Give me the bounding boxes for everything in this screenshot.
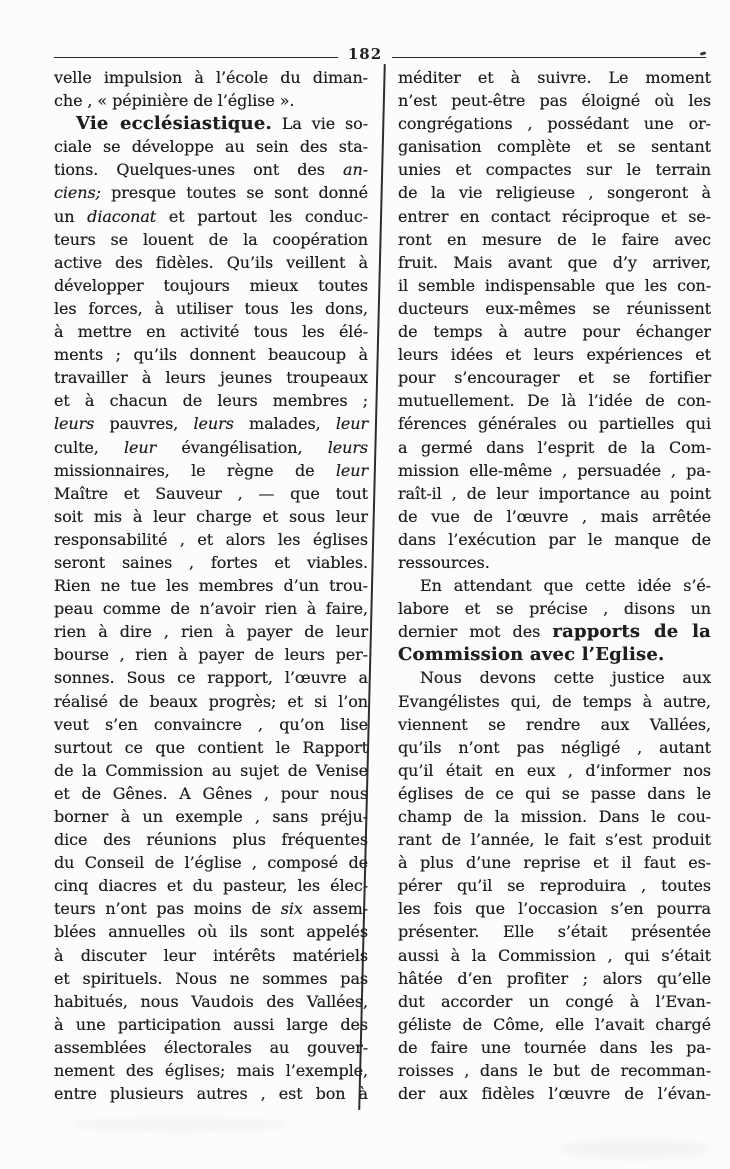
- text-line: [398, 89, 711, 112]
- text-segment: ganisation complète et se sentant: [398, 137, 711, 157]
- text-segment: responsabilité , et alors les églises: [54, 529, 368, 549]
- text-segment: à discuter leur intérêts matériels: [54, 945, 368, 965]
- text-segment: hâtée d’en profiter ; alors qu’elle: [398, 968, 711, 988]
- text-segment: der aux fidèles l’œuvre de l’évan-: [398, 1084, 711, 1104]
- text-line: [54, 112, 368, 135]
- text-line: [54, 158, 368, 181]
- text-line: [398, 551, 711, 574]
- text-segment: unies et compactes sur le terrain: [398, 160, 711, 180]
- text-segment: surtout ce que contient le Rapport: [54, 737, 368, 757]
- text-line: [398, 782, 711, 805]
- text-segment: ciens;: [54, 183, 101, 203]
- text-line: [398, 389, 711, 412]
- text-segment: ducteurs eux-mêmes se réunissent: [398, 298, 711, 318]
- text-segment: mutuellement. De là l’idée de con-: [398, 391, 711, 411]
- text-segment: géliste de Côme, elle l’avait chargé: [398, 1014, 711, 1034]
- text-line: [398, 690, 711, 713]
- text-segment: ments ; qu’ils donnent beaucoup à: [54, 345, 368, 365]
- text-segment: viennent se rendre aux Vallées,: [398, 714, 711, 734]
- text-segment: teurs se louent de la coopération: [54, 229, 368, 249]
- text-segment: pauvres,: [94, 414, 194, 434]
- text-segment: veut s’en convaincre , qu’on lise: [54, 714, 368, 734]
- text-line: [398, 343, 711, 366]
- text-line: [54, 1082, 368, 1105]
- text-line: [398, 320, 711, 343]
- text-segment: sonnes. Sous ce rapport, l’œuvre a: [54, 668, 368, 688]
- text-line: [54, 736, 368, 759]
- text-line: [54, 251, 368, 274]
- text-segment: che , « pépinière de l’église ».: [54, 91, 295, 111]
- text-line: [398, 759, 711, 782]
- text-column-right: [398, 66, 711, 1105]
- text-line: [54, 205, 368, 228]
- text-segment: les fois que l’occasion s’en pourra: [398, 899, 711, 919]
- text-segment: leurs idées et leurs expériences et: [398, 345, 711, 365]
- text-column-left: [54, 66, 368, 1105]
- text-line: [398, 897, 711, 920]
- text-line: [54, 967, 368, 990]
- text-segment: ressources.: [398, 552, 490, 572]
- text-segment: entrer en contact réciproque et se-: [398, 206, 711, 226]
- text-line: [54, 1036, 368, 1059]
- text-segment: Commission avec l’Eglise.: [398, 644, 665, 666]
- text-line: [54, 597, 368, 620]
- text-segment: teurs n’ont pas moins de: [54, 899, 281, 919]
- text-segment: de la Commission au sujet de Venise: [54, 760, 368, 780]
- text-segment: fruit. Mais avant que d’y arriver,: [398, 252, 711, 272]
- text-line: [54, 920, 368, 943]
- text-segment: leur: [335, 460, 368, 480]
- text-segment: qu’ils n’ont pas négligé , autant: [398, 737, 711, 757]
- text-segment: un: [54, 206, 88, 226]
- text-line: [54, 389, 368, 412]
- text-line: [54, 366, 368, 389]
- text-segment: rapports de la: [552, 621, 711, 643]
- text-line: [54, 412, 368, 435]
- text-segment: ciale se développe au sein des sta-: [54, 137, 368, 157]
- text-line: [398, 574, 711, 597]
- text-segment: La vie so-: [271, 114, 368, 134]
- text-line: [398, 967, 711, 990]
- text-line: [398, 297, 711, 320]
- text-segment: pérer qu’il se reproduira , toutes: [398, 876, 711, 896]
- text-segment: et spirituels. Nous ne sommes pas: [54, 968, 368, 988]
- text-segment: culte,: [54, 437, 124, 457]
- text-segment: de faire une tournée dans les pa-: [398, 1037, 711, 1057]
- text-line: [54, 828, 368, 851]
- text-line: [398, 620, 711, 643]
- text-segment: congrégations , possédant une or-: [398, 114, 711, 134]
- text-line: [398, 1059, 711, 1082]
- text-line: [54, 620, 368, 643]
- text-segment: an-: [343, 160, 368, 180]
- text-line: [54, 782, 368, 805]
- text-line: [398, 805, 711, 828]
- text-line: [398, 851, 711, 874]
- text-segment: présenter. Elle s’était présentée: [398, 922, 711, 942]
- text-segment: et de Gênes. A Gênes , pour nous: [54, 783, 368, 803]
- scan-smudge: [560, 1140, 710, 1158]
- text-segment: malades,: [233, 414, 336, 434]
- text-segment: tions. Quelques-unes ont des: [54, 160, 344, 180]
- text-segment: assemblées électorales au gouver-: [54, 1037, 368, 1057]
- text-line: [54, 1059, 368, 1082]
- text-line: [398, 274, 711, 297]
- text-line: [54, 805, 368, 828]
- text-segment: seront saines , fortes et viables.: [54, 552, 368, 572]
- text-line: [398, 736, 711, 759]
- text-line: [54, 343, 368, 366]
- text-segment: ront en mesure de le faire avec: [398, 229, 711, 249]
- text-segment: de vue de l’œuvre , mais arrêtée: [398, 506, 711, 526]
- header-rule: [54, 57, 706, 58]
- text-line: [54, 135, 368, 158]
- text-segment: habitués, nous Vaudois des Vallées,: [54, 991, 368, 1011]
- text-line: [398, 1036, 711, 1059]
- text-line: [54, 528, 368, 551]
- text-line: [54, 89, 368, 112]
- text-line: [398, 251, 711, 274]
- text-segment: dut accorder un congé à l’Evan-: [398, 991, 711, 1011]
- text-segment: aussi à la Commission , qui s’était: [398, 945, 711, 965]
- text-line: [398, 990, 711, 1013]
- text-line: [398, 1013, 711, 1036]
- text-line: [398, 135, 711, 158]
- text-segment: leur: [335, 414, 368, 434]
- text-line: [398, 366, 711, 389]
- text-segment: labore et se précise , disons un: [398, 599, 711, 619]
- text-line: [54, 482, 368, 505]
- text-line: [54, 274, 368, 297]
- text-segment: peau comme de n’avoir rien à faire,: [54, 599, 368, 619]
- text-segment: six: [280, 899, 303, 919]
- text-segment: il semble indispensable que les con-: [398, 275, 711, 295]
- text-segment: rien à dire , rien à payer de leur: [54, 622, 368, 642]
- text-line: [398, 436, 711, 459]
- text-line: [398, 920, 711, 943]
- text-segment: qu’il était en eux , d’informer nos: [398, 760, 711, 780]
- text-segment: diaconat: [87, 206, 157, 226]
- text-line: [398, 528, 711, 551]
- text-segment: active des fidèles. Qu’ils veillent à: [54, 252, 368, 272]
- text-line: [54, 666, 368, 689]
- text-segment: leurs: [193, 414, 234, 434]
- text-segment: assem-: [302, 899, 368, 919]
- scan-speck: [700, 51, 707, 55]
- text-segment: réalisé de beaux progrès; et si l’on: [54, 691, 368, 711]
- text-line: [54, 643, 368, 666]
- text-line: [398, 597, 711, 620]
- text-line: [54, 551, 368, 574]
- text-line: [54, 713, 368, 736]
- text-line: [398, 459, 711, 482]
- text-segment: dans l’exécution par le manque de: [398, 529, 711, 549]
- text-segment: pour s’encourager et se fortifier: [398, 368, 711, 388]
- text-segment: Maître et Sauveur , — que tout: [54, 483, 368, 503]
- text-line: [398, 158, 711, 181]
- text-segment: bourse , rien à payer de leurs per-: [54, 645, 368, 665]
- text-segment: leurs: [327, 437, 368, 457]
- text-line: [398, 713, 711, 736]
- text-segment: de la vie religieuse , songeront à: [398, 183, 711, 203]
- text-line: [398, 1082, 711, 1105]
- text-line: [54, 505, 368, 528]
- text-line: [54, 459, 368, 482]
- text-segment: les forces, à utiliser tous les dons,: [54, 298, 368, 318]
- text-segment: travailler à leurs jeunes troupeaux: [54, 368, 368, 388]
- text-line: [398, 874, 711, 897]
- text-line: [398, 944, 711, 967]
- text-line: [398, 482, 711, 505]
- text-segment: du Conseil de l’église , composé de: [54, 853, 368, 873]
- text-segment: soit mis à leur charge et sous leur: [54, 506, 368, 526]
- page-header: [0, 44, 730, 63]
- text-line: [54, 897, 368, 920]
- text-line: [54, 181, 368, 204]
- text-segment: n’est peut-être pas éloigné où les: [398, 91, 711, 111]
- text-segment: leur: [124, 437, 157, 457]
- text-line: [398, 228, 711, 251]
- text-segment: velle impulsion à l’école du diman-: [54, 68, 368, 87]
- text-line: [54, 228, 368, 251]
- text-segment: entre plusieurs autres , est bon à: [54, 1084, 368, 1104]
- text-line: [398, 643, 711, 666]
- text-segment: méditer et à suivre. Le moment: [398, 68, 711, 87]
- text-segment: développer toujours mieux toutes: [54, 275, 368, 295]
- text-segment: Evangélistes qui, de temps à autre,: [398, 691, 711, 711]
- text-segment: presque toutes se sont donné: [100, 183, 368, 203]
- text-segment: dernier mot des: [398, 622, 553, 642]
- text-line: [398, 205, 711, 228]
- text-segment: borner à un exemple , sans préju-: [54, 807, 368, 826]
- text-segment: blées annuelles où ils sont appelés: [54, 922, 368, 942]
- text-segment: a germé dans l’esprit de la Com-: [398, 437, 711, 457]
- text-segment: En attendant que cette idée s’é-: [420, 576, 711, 596]
- text-line: [54, 690, 368, 713]
- text-segment: évangélisation,: [156, 437, 328, 457]
- text-line: [54, 1013, 368, 1036]
- text-line: [398, 505, 711, 528]
- page-number: 182: [338, 45, 392, 63]
- text-line: [54, 436, 368, 459]
- text-segment: et à chacun de leurs membres ;: [54, 391, 368, 411]
- text-segment: roisses , dans le but de recomman-: [398, 1061, 711, 1081]
- text-line: [54, 297, 368, 320]
- text-segment: Vie ecclésiastique.: [76, 113, 272, 135]
- text-segment: de temps à autre pour échanger: [398, 322, 711, 342]
- text-segment: Nous devons cette justice aux: [420, 668, 711, 688]
- text-line: [398, 828, 711, 851]
- text-segment: raît-il , de leur importance au point: [398, 483, 711, 503]
- text-line: [398, 112, 711, 135]
- scan-smudge: [70, 1118, 290, 1132]
- text-segment: rant de l’année, le fait s’est produit: [398, 830, 711, 850]
- text-segment: champ de la mission. Dans le cou-: [398, 807, 711, 826]
- text-segment: églises de ce qui se passe dans le: [398, 783, 711, 803]
- text-line: [54, 759, 368, 782]
- text-line: [398, 66, 711, 89]
- text-line: [54, 574, 368, 597]
- text-segment: mission elle-même , persuadée , pa-: [398, 460, 711, 480]
- text-segment: Rien ne tue les membres d’un trou-: [54, 576, 368, 596]
- text-segment: à mettre en activité tous les élé-: [54, 322, 368, 342]
- text-line: [54, 990, 368, 1013]
- text-line: [54, 874, 368, 897]
- text-segment: leurs: [54, 414, 95, 434]
- text-segment: à une participation aussi large des: [54, 1014, 368, 1034]
- text-line: [54, 66, 368, 89]
- text-line: [54, 320, 368, 343]
- text-segment: dice des réunions plus fréquentes: [54, 830, 368, 850]
- text-line: [54, 851, 368, 874]
- text-segment: missionnaires, le règne de: [54, 460, 336, 480]
- text-line: [398, 666, 711, 689]
- text-line: [398, 181, 711, 204]
- text-segment: à plus d’une reprise et il faut es-: [398, 853, 711, 873]
- text-segment: férences générales ou partielles qui: [398, 414, 711, 434]
- text-line: [54, 944, 368, 967]
- text-line: [398, 412, 711, 435]
- text-segment: nement des églises; mais l’exemple,: [54, 1061, 368, 1081]
- text-segment: cinq diacres et du pasteur, les élec-: [54, 876, 368, 896]
- text-segment: et partout les conduc-: [156, 206, 368, 226]
